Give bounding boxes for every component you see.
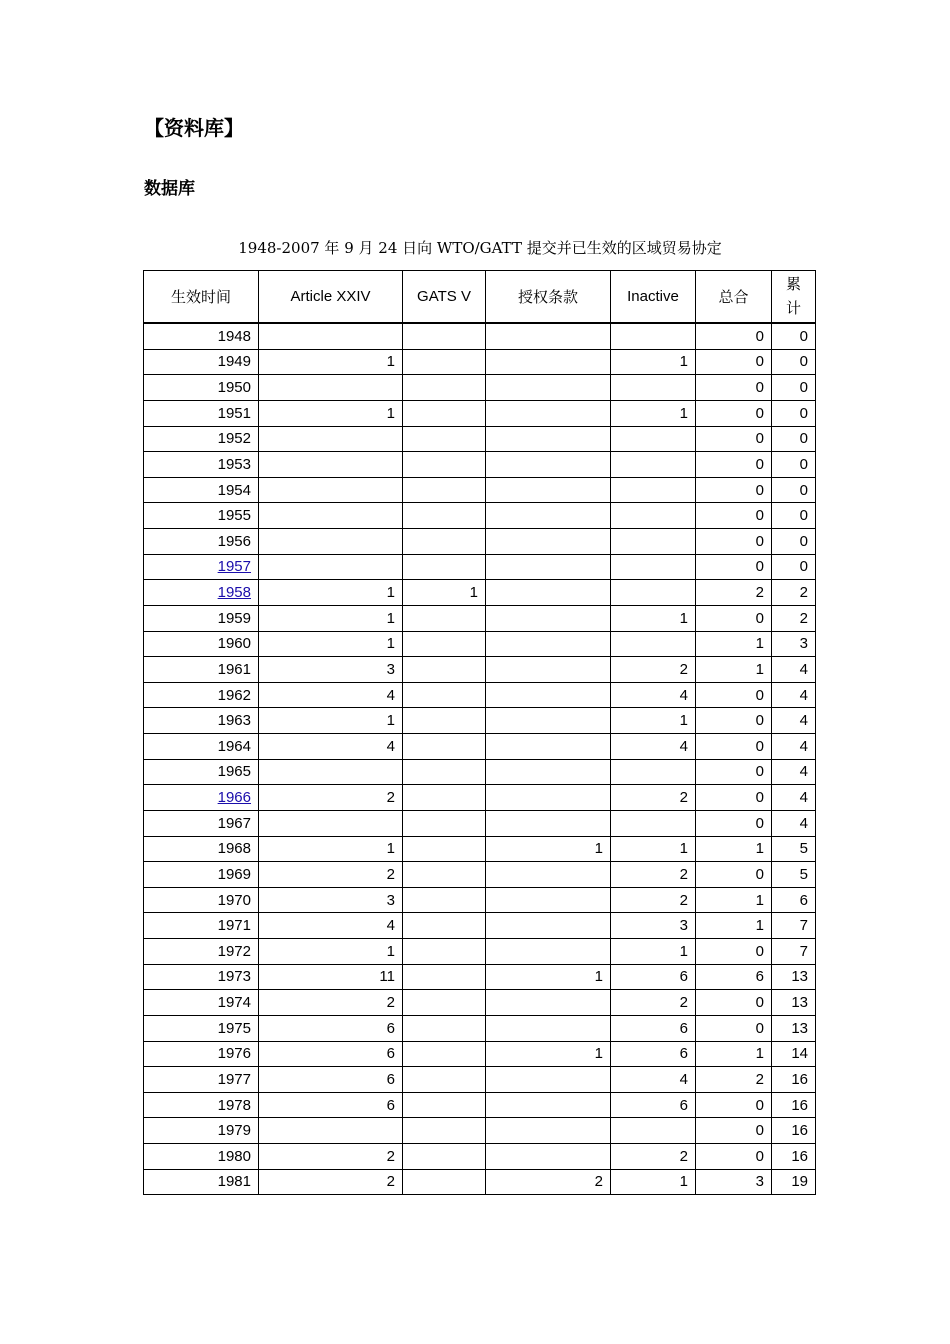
cell-year: 1949 <box>144 349 259 375</box>
cell-gats-v <box>403 759 486 785</box>
cell-gats-v <box>403 708 486 734</box>
cell-article-xxiv: 1 <box>259 708 403 734</box>
cell-year: 1959 <box>144 605 259 631</box>
table-row <box>144 887 816 913</box>
cell-cumulative: 0 <box>772 503 816 529</box>
cell-inactive <box>611 810 696 836</box>
table-row <box>144 477 816 503</box>
cell-inactive: 2 <box>611 990 696 1016</box>
cell-inactive: 1 <box>611 708 696 734</box>
cell-inactive: 1 <box>611 605 696 631</box>
cell-enabling <box>486 785 611 811</box>
cell-enabling <box>486 554 611 580</box>
cell-inactive <box>611 503 696 529</box>
cell-cumulative: 5 <box>772 836 816 862</box>
cell-cumulative: 0 <box>772 529 816 555</box>
cell-cumulative: 4 <box>772 734 816 760</box>
cell-inactive: 2 <box>611 887 696 913</box>
cell-enabling <box>486 477 611 503</box>
cell-enabling <box>486 682 611 708</box>
cell-inactive: 2 <box>611 785 696 811</box>
cell-gats-v <box>403 964 486 990</box>
cell-inactive: 6 <box>611 1015 696 1041</box>
cell-article-xxiv <box>259 759 403 785</box>
cell-year: 1955 <box>144 503 259 529</box>
table-row <box>144 708 816 734</box>
cell-article-xxiv <box>259 477 403 503</box>
table-row <box>144 400 816 426</box>
table-caption: 1948-2007 年 9 月 24 日向 WTO/GATT 提交并已生效的区域贸易协定 <box>238 239 722 257</box>
cell-year: 1956 <box>144 529 259 555</box>
table-row <box>144 682 816 708</box>
cell-enabling <box>486 657 611 683</box>
cell-article-xxiv: 1 <box>259 939 403 965</box>
cell-article-xxiv <box>259 1118 403 1144</box>
cell-enabling: 1 <box>486 1041 611 1067</box>
cell-cumulative: 7 <box>772 939 816 965</box>
cell-year: 1950 <box>144 375 259 401</box>
cell-article-xxiv <box>259 426 403 452</box>
table-row <box>144 1041 816 1067</box>
cell-cumulative: 2 <box>772 580 816 606</box>
table-row <box>144 323 816 349</box>
table-row <box>144 810 816 836</box>
cell-cumulative: 0 <box>772 554 816 580</box>
cell-total: 0 <box>696 862 772 888</box>
col-header-cumulative-line-1: 累 <box>785 275 801 293</box>
col-header-effective-date: 生效时间 <box>144 271 259 324</box>
cell-article-xxiv: 2 <box>259 1144 403 1170</box>
cell-article-xxiv <box>259 529 403 555</box>
cell-total: 0 <box>696 1092 772 1118</box>
cell-enabling <box>486 631 611 657</box>
cell-total: 0 <box>696 554 772 580</box>
cell-enabling <box>486 323 611 349</box>
table-row <box>144 605 816 631</box>
cell-total: 1 <box>696 1041 772 1067</box>
cell-cumulative: 13 <box>772 1015 816 1041</box>
cell-year: 1971 <box>144 913 259 939</box>
table-body <box>144 323 816 1195</box>
cell-total: 0 <box>696 529 772 555</box>
table-row <box>144 1169 816 1195</box>
cell-enabling: 1 <box>486 836 611 862</box>
cell-inactive: 6 <box>611 964 696 990</box>
table-row <box>144 554 816 580</box>
cell-cumulative: 0 <box>772 477 816 503</box>
cell-total: 0 <box>696 1118 772 1144</box>
cell-enabling <box>486 1092 611 1118</box>
cell-year: 1977 <box>144 1067 259 1093</box>
cell-inactive: 1 <box>611 939 696 965</box>
table-row <box>144 580 816 606</box>
subsection-title: 数据库 <box>144 179 195 199</box>
table-row <box>144 1015 816 1041</box>
col-header-gats-v: GATS V <box>403 271 486 324</box>
cell-gats-v <box>403 1015 486 1041</box>
cell-gats-v <box>403 657 486 683</box>
cell-year <box>144 554 259 580</box>
cell-article-xxiv: 6 <box>259 1092 403 1118</box>
cell-cumulative: 16 <box>772 1092 816 1118</box>
cell-article-xxiv: 1 <box>259 631 403 657</box>
cell-cumulative: 0 <box>772 400 816 426</box>
cell-cumulative: 13 <box>772 964 816 990</box>
cell-article-xxiv: 2 <box>259 1169 403 1195</box>
cell-article-xxiv: 1 <box>259 836 403 862</box>
table-row <box>144 631 816 657</box>
cell-cumulative: 4 <box>772 810 816 836</box>
cell-article-xxiv: 2 <box>259 785 403 811</box>
table-row <box>144 452 816 478</box>
cell-enabling <box>486 580 611 606</box>
cell-gats-v: 1 <box>403 580 486 606</box>
cell-article-xxiv: 4 <box>259 913 403 939</box>
cell-year: 1961 <box>144 657 259 683</box>
cell-cumulative: 4 <box>772 759 816 785</box>
cell-year: 1952 <box>144 426 259 452</box>
cell-article-xxiv <box>259 810 403 836</box>
cell-gats-v <box>403 682 486 708</box>
cell-article-xxiv: 1 <box>259 605 403 631</box>
cell-total: 1 <box>696 913 772 939</box>
cell-inactive: 3 <box>611 913 696 939</box>
cell-inactive: 1 <box>611 1169 696 1195</box>
cell-total: 0 <box>696 426 772 452</box>
cell-year: 1954 <box>144 477 259 503</box>
cell-article-xxiv <box>259 554 403 580</box>
cell-total: 0 <box>696 477 772 503</box>
cell-year: 1969 <box>144 862 259 888</box>
year-link[interactable]: 1958 <box>217 584 251 602</box>
cell-enabling <box>486 426 611 452</box>
year-link[interactable]: 1957 <box>217 558 251 576</box>
table-row <box>144 1118 816 1144</box>
cell-article-xxiv: 6 <box>259 1015 403 1041</box>
cell-enabling <box>486 1067 611 1093</box>
cell-article-xxiv: 1 <box>259 400 403 426</box>
cell-enabling <box>486 1118 611 1144</box>
cell-total: 0 <box>696 682 772 708</box>
table-row <box>144 939 816 965</box>
cell-article-xxiv: 1 <box>259 580 403 606</box>
cell-cumulative: 4 <box>772 657 816 683</box>
col-header-article-xxiv: Article XXIV <box>259 271 403 324</box>
cell-enabling <box>486 913 611 939</box>
cell-inactive <box>611 1118 696 1144</box>
cell-inactive: 4 <box>611 1067 696 1093</box>
cell-cumulative: 7 <box>772 913 816 939</box>
cell-cumulative: 4 <box>772 708 816 734</box>
cell-total: 0 <box>696 1015 772 1041</box>
cell-enabling <box>486 810 611 836</box>
cell-enabling <box>486 1015 611 1041</box>
cell-gats-v <box>403 1144 486 1170</box>
col-header-cumulative <box>772 271 816 324</box>
cell-total: 0 <box>696 452 772 478</box>
cell-year: 1981 <box>144 1169 259 1195</box>
cell-year: 1968 <box>144 836 259 862</box>
cell-total: 6 <box>696 964 772 990</box>
cell-gats-v <box>403 554 486 580</box>
cell-year: 1951 <box>144 400 259 426</box>
cell-gats-v <box>403 785 486 811</box>
cell-enabling <box>486 349 611 375</box>
col-header-total: 总合 <box>696 271 772 324</box>
cell-year <box>144 785 259 811</box>
cell-gats-v <box>403 1092 486 1118</box>
cell-year: 1980 <box>144 1144 259 1170</box>
cell-total: 0 <box>696 734 772 760</box>
cell-enabling: 1 <box>486 964 611 990</box>
table-row <box>144 503 816 529</box>
cell-enabling <box>486 529 611 555</box>
cell-year: 1974 <box>144 990 259 1016</box>
cell-inactive <box>611 529 696 555</box>
table-header-row <box>144 271 816 324</box>
cell-total: 3 <box>696 1169 772 1195</box>
cell-inactive: 1 <box>611 400 696 426</box>
cell-cumulative: 2 <box>772 605 816 631</box>
table-row <box>144 1144 816 1170</box>
cell-gats-v <box>403 810 486 836</box>
cell-gats-v <box>403 503 486 529</box>
section-title: 【资料库】 <box>144 116 244 140</box>
cell-year: 1953 <box>144 452 259 478</box>
cell-gats-v <box>403 1118 486 1144</box>
cell-year: 1976 <box>144 1041 259 1067</box>
cell-inactive: 1 <box>611 836 696 862</box>
cell-inactive <box>611 426 696 452</box>
cell-year: 1967 <box>144 810 259 836</box>
cell-enabling <box>486 759 611 785</box>
cell-cumulative: 0 <box>772 452 816 478</box>
cell-year: 1963 <box>144 708 259 734</box>
cell-cumulative: 3 <box>772 631 816 657</box>
cell-year: 1970 <box>144 887 259 913</box>
cell-inactive: 2 <box>611 862 696 888</box>
cell-total: 0 <box>696 605 772 631</box>
cell-gats-v <box>403 605 486 631</box>
cell-enabling <box>486 734 611 760</box>
cell-inactive: 2 <box>611 657 696 683</box>
cell-total: 0 <box>696 939 772 965</box>
cell-total: 0 <box>696 375 772 401</box>
table-row <box>144 375 816 401</box>
cell-cumulative: 4 <box>772 682 816 708</box>
cell-total: 0 <box>696 708 772 734</box>
cell-inactive <box>611 477 696 503</box>
cell-cumulative: 0 <box>772 349 816 375</box>
cell-gats-v <box>403 631 486 657</box>
cell-cumulative: 16 <box>772 1067 816 1093</box>
cell-enabling <box>486 375 611 401</box>
table-row <box>144 836 816 862</box>
table-row <box>144 349 816 375</box>
cell-article-xxiv: 2 <box>259 862 403 888</box>
cell-gats-v <box>403 1041 486 1067</box>
cell-gats-v <box>403 1067 486 1093</box>
cell-inactive <box>611 759 696 785</box>
table-row <box>144 657 816 683</box>
cell-total: 0 <box>696 785 772 811</box>
cell-gats-v <box>403 836 486 862</box>
cell-gats-v <box>403 913 486 939</box>
cell-inactive <box>611 580 696 606</box>
cell-total: 1 <box>696 631 772 657</box>
cell-enabling <box>486 862 611 888</box>
cell-cumulative: 16 <box>772 1144 816 1170</box>
cell-total: 1 <box>696 887 772 913</box>
cell-year: 1979 <box>144 1118 259 1144</box>
table-row <box>144 964 816 990</box>
cell-inactive: 4 <box>611 734 696 760</box>
cell-gats-v <box>403 1169 486 1195</box>
cell-total: 0 <box>696 810 772 836</box>
cell-year: 1960 <box>144 631 259 657</box>
cell-year: 1962 <box>144 682 259 708</box>
cell-cumulative: 0 <box>772 323 816 349</box>
cell-inactive: 2 <box>611 1144 696 1170</box>
cell-year: 1964 <box>144 734 259 760</box>
cell-enabling <box>486 939 611 965</box>
table-row <box>144 862 816 888</box>
cell-gats-v <box>403 426 486 452</box>
cell-cumulative: 16 <box>772 1118 816 1144</box>
cell-gats-v <box>403 990 486 1016</box>
cell-enabling <box>486 400 611 426</box>
cell-total: 0 <box>696 349 772 375</box>
table-row <box>144 529 816 555</box>
table-row <box>144 426 816 452</box>
cell-year: 1965 <box>144 759 259 785</box>
cell-gats-v <box>403 529 486 555</box>
cell-gats-v <box>403 939 486 965</box>
cell-article-xxiv: 4 <box>259 734 403 760</box>
cell-gats-v <box>403 477 486 503</box>
cell-year: 1972 <box>144 939 259 965</box>
table-row <box>144 990 816 1016</box>
cell-cumulative: 14 <box>772 1041 816 1067</box>
cell-article-xxiv: 3 <box>259 887 403 913</box>
cell-year <box>144 580 259 606</box>
year-link[interactable]: 1966 <box>217 789 251 807</box>
cell-inactive <box>611 631 696 657</box>
cell-enabling: 2 <box>486 1169 611 1195</box>
cell-total: 0 <box>696 990 772 1016</box>
col-header-cumulative-line-2: 计 <box>785 299 801 317</box>
cell-article-xxiv: 2 <box>259 990 403 1016</box>
cell-enabling <box>486 887 611 913</box>
cell-inactive: 6 <box>611 1041 696 1067</box>
cell-article-xxiv: 11 <box>259 964 403 990</box>
col-header-enabling-clause: 授权条款 <box>486 271 611 324</box>
cell-total: 2 <box>696 580 772 606</box>
cell-article-xxiv: 3 <box>259 657 403 683</box>
cell-article-xxiv <box>259 323 403 349</box>
cell-article-xxiv <box>259 503 403 529</box>
cell-cumulative: 19 <box>772 1169 816 1195</box>
cell-year: 1978 <box>144 1092 259 1118</box>
cell-total: 1 <box>696 657 772 683</box>
cell-total: 0 <box>696 323 772 349</box>
cell-year: 1975 <box>144 1015 259 1041</box>
cell-article-xxiv <box>259 375 403 401</box>
cell-cumulative: 6 <box>772 887 816 913</box>
cell-cumulative: 0 <box>772 426 816 452</box>
cell-gats-v <box>403 887 486 913</box>
cell-article-xxiv: 6 <box>259 1041 403 1067</box>
cell-total: 0 <box>696 759 772 785</box>
table-row <box>144 913 816 939</box>
cell-cumulative: 0 <box>772 375 816 401</box>
cell-gats-v <box>403 452 486 478</box>
cell-article-xxiv: 6 <box>259 1067 403 1093</box>
cell-total: 1 <box>696 836 772 862</box>
cell-gats-v <box>403 323 486 349</box>
cell-cumulative: 5 <box>772 862 816 888</box>
cell-inactive: 6 <box>611 1092 696 1118</box>
cell-inactive: 1 <box>611 349 696 375</box>
cell-inactive <box>611 375 696 401</box>
cell-gats-v <box>403 734 486 760</box>
cell-cumulative: 4 <box>772 785 816 811</box>
cell-gats-v <box>403 375 486 401</box>
cell-inactive <box>611 452 696 478</box>
cell-total: 0 <box>696 1144 772 1170</box>
cell-total: 0 <box>696 400 772 426</box>
table-row <box>144 734 816 760</box>
table-row <box>144 1092 816 1118</box>
cell-enabling <box>486 452 611 478</box>
cell-total: 2 <box>696 1067 772 1093</box>
cell-enabling <box>486 1144 611 1170</box>
col-header-inactive: Inactive <box>611 271 696 324</box>
cell-article-xxiv <box>259 452 403 478</box>
cell-gats-v <box>403 400 486 426</box>
cell-gats-v <box>403 862 486 888</box>
cell-enabling <box>486 605 611 631</box>
cell-enabling <box>486 708 611 734</box>
cell-year: 1948 <box>144 323 259 349</box>
cell-cumulative: 13 <box>772 990 816 1016</box>
table-row <box>144 759 816 785</box>
cell-inactive: 4 <box>611 682 696 708</box>
rta-table <box>143 270 816 1195</box>
cell-gats-v <box>403 349 486 375</box>
cell-enabling <box>486 503 611 529</box>
cell-inactive <box>611 554 696 580</box>
table-row <box>144 1067 816 1093</box>
cell-enabling <box>486 990 611 1016</box>
table-row <box>144 785 816 811</box>
cell-inactive <box>611 323 696 349</box>
cell-total: 0 <box>696 503 772 529</box>
cell-article-xxiv: 4 <box>259 682 403 708</box>
cell-year: 1973 <box>144 964 259 990</box>
cell-article-xxiv: 1 <box>259 349 403 375</box>
